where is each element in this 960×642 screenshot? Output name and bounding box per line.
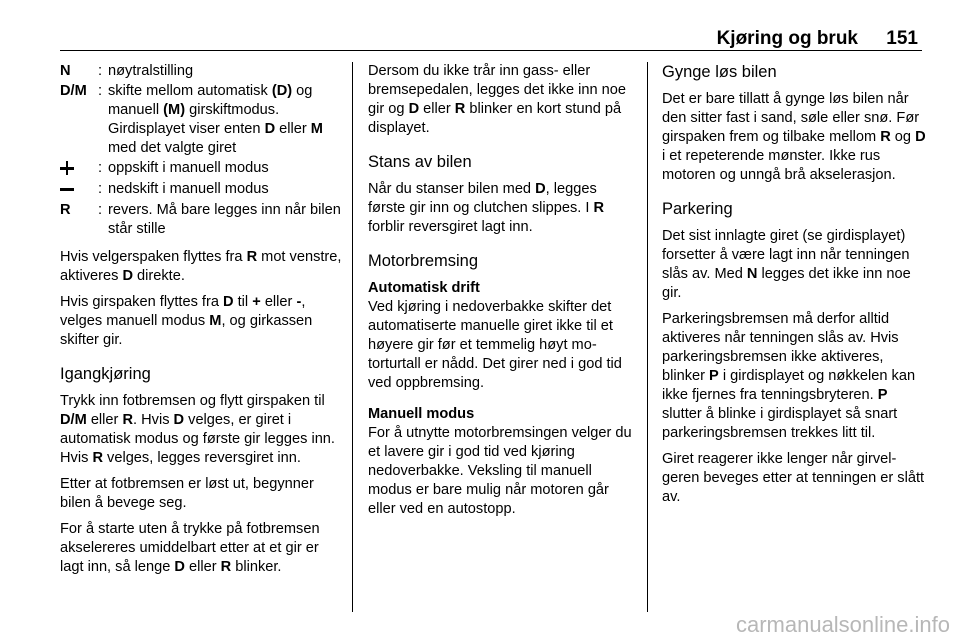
paragraph: For å starte uten å trykke på fotbremsen akselereres umiddelbart etter at et gir er lagt inn, så lenge D eller R blinker. — [60, 521, 320, 575]
plus-icon — [60, 161, 74, 175]
definition-text: nøytralstilling — [108, 63, 194, 79]
definition-colon: : — [98, 63, 103, 79]
subheading-automatisk-drift: Automatisk drift — [368, 280, 480, 296]
paragraph: Når du stanser bilen med D, legges første gir inn og clutchen slippes. I R forblir reversgiret lagt inn. — [368, 181, 605, 235]
paragraph: Hvis velgerspaken flyttes fra R mot venstre, aktiveres D direkte. — [60, 249, 342, 284]
section-heading-gynge: Gynge løs bilen — [662, 63, 777, 81]
page-number: 151 — [886, 28, 918, 49]
subheading-manuell-modus: Manuell modus — [368, 406, 475, 422]
definition-text: nedskift i manuell modus — [108, 181, 269, 197]
paragraph: Parkeringsbremsen må derfor alltid aktiveres når tenningen slås av. Hvis parkeringsbremsen ikke aktiveres, blinker P i girdisplayet og nøkkelen kan ikke fjernes fra tenningsbryteren. P slutter å blinke i girdisplayet så snart parkeringsbremsen trekkes litt til. — [662, 311, 916, 441]
page-header — [60, 28, 922, 51]
definition-key: R — [60, 202, 71, 218]
definition-colon: : — [98, 83, 103, 99]
chapter-title: Kjøring og bruk — [716, 28, 858, 49]
paragraph: Ved kjøring i nedoverbakke skifter det automatiserte manuelle giret ikke til et høyere gir før et temmelig høyt motorturtall er nådd. Det girer ned i god tid ved oppbremsing. — [368, 299, 622, 391]
gear-definition-list — [60, 62, 343, 240]
paragraph: Det er bare tillatt å gynge løs bilen når den sitter fast i sand, søle eller snø. Før girspaken frem og tilbake mellom R og D i et repeterende mønster. Ikke rus motoren og unngå brå akselerasjon. — [662, 91, 926, 183]
section-heading-motorbremsing: Motorbremsing — [368, 252, 479, 270]
definition-key: D/M — [60, 83, 87, 99]
column-2 — [368, 62, 635, 526]
paragraph: For å utnytte motorbremsingen velger du et lavere gir i god tid ved kjøring nedoverbakke. Veksling til manuell modus er bare mulig når motoren går eller ved en autostopp. — [368, 425, 632, 517]
paragraph: Etter at fotbremsen er løst ut, begynner bilen å bevege seg. — [60, 476, 314, 511]
definition-text: skifte mellom automatisk (D) og manuell (M) girskiftmodus. Girdisplayet viser enten D eller M med det valgte giret — [108, 83, 323, 156]
definition-text: revers. Må bare legges inn når bilen står stille — [108, 202, 341, 237]
definition-colon: : — [98, 181, 103, 197]
paragraph: Det sist innlagte giret (se girdisplayet) forsetter å være lagt inn når tenningen slås av. Med N legges det ikke inn noe gir. — [662, 228, 911, 301]
paragraph: Hvis girspaken flyttes fra D til + eller -, velges manuell modus M, og girkassen skifter gir. — [60, 294, 313, 348]
definition-colon: : — [98, 202, 103, 218]
definition-row — [60, 62, 343, 82]
paragraph: Trykk inn fotbremsen og flytt girspaken til D/M eller R. Hvis D velges, er giret i automatisk modus og første gir legges inn. Hvis R velges, legges reversgiret inn. — [60, 393, 335, 466]
column-1 — [60, 62, 343, 584]
section-heading-stans: Stans av bilen — [368, 153, 472, 171]
column-3 — [662, 62, 926, 514]
definition-row — [60, 201, 343, 240]
section-heading-parkering: Parkering — [662, 200, 733, 218]
minus-icon — [60, 182, 74, 196]
definition-row — [60, 82, 343, 159]
definition-row — [60, 180, 343, 201]
paragraph: Giret reagerer ikke lenger når girvelgeren beveges etter at tenningen er slått av. — [662, 451, 925, 505]
section-heading-igangkjoring: Igangkjøring — [60, 365, 151, 383]
definition-row — [60, 159, 343, 180]
definition-text: oppskift i manuell modus — [108, 160, 269, 176]
paragraph: Dersom du ikke trår inn gass- eller bremsepedalen, legges det ikke inn noe gir og D eller R blinker en kort stund på displayet. — [368, 63, 626, 136]
column-divider — [647, 62, 648, 612]
column-divider — [352, 62, 353, 612]
watermark: carmanualsonline.info — [735, 612, 950, 637]
definition-colon: : — [98, 160, 103, 176]
definition-key: N — [60, 63, 71, 79]
